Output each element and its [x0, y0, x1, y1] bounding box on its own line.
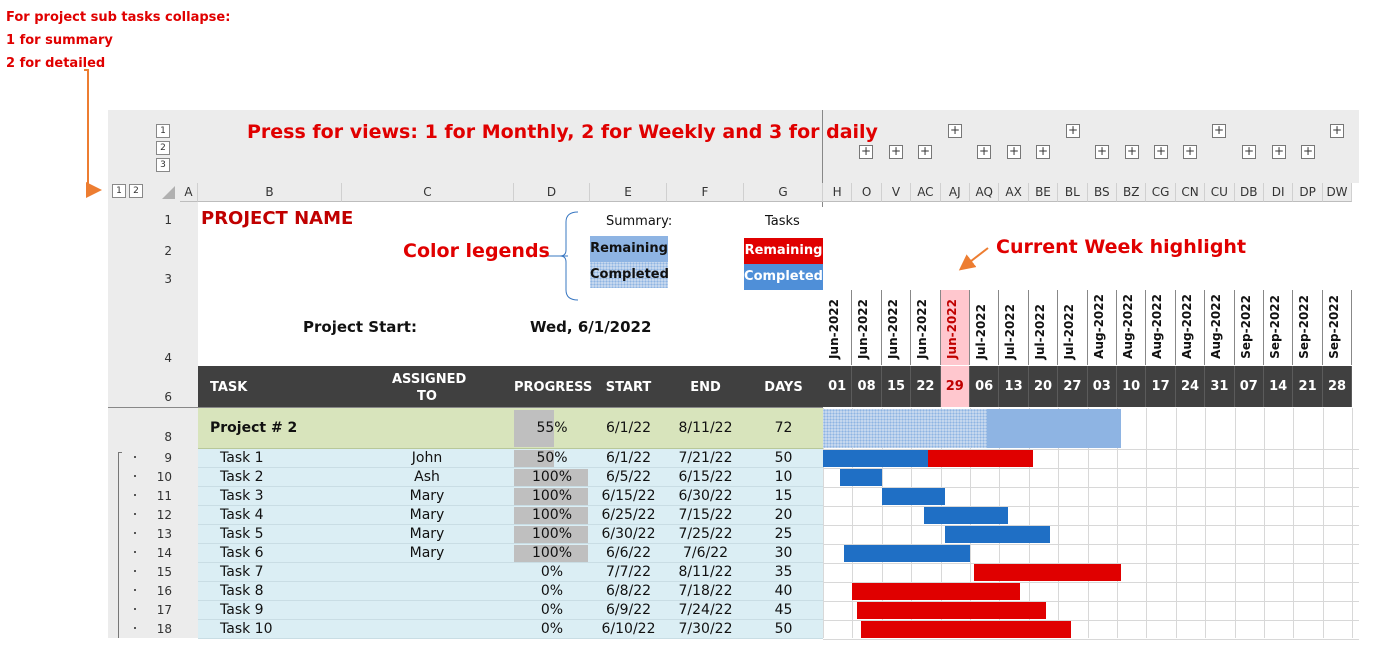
header-progress: PROGRESS	[514, 380, 593, 395]
task-days: 45	[774, 602, 793, 618]
col-level-1-button[interactable]: 1	[156, 124, 170, 138]
header-start: START	[605, 380, 652, 395]
task-progress: 50%	[536, 450, 568, 466]
row-number[interactable]: 13	[156, 527, 172, 541]
group-expand-plus[interactable]: +	[949, 123, 961, 137]
group-expand-plus[interactable]: +	[978, 144, 990, 158]
task-end: 7/24/22	[678, 602, 733, 618]
task-end: 7/6/22	[682, 545, 729, 561]
row-number[interactable]: 17	[156, 603, 172, 617]
day-header: 10	[1117, 366, 1146, 407]
week-header	[1293, 290, 1322, 365]
header-days: DAYS	[764, 380, 803, 395]
gantt-gridline	[823, 506, 1359, 507]
week-label: Jun-2022	[915, 299, 930, 359]
project-start-label: Project Start:	[303, 318, 417, 336]
week-header-current	[941, 290, 970, 365]
project-progress: 55%	[536, 420, 568, 436]
header-task: TASK	[210, 380, 248, 395]
project-row[interactable]	[198, 408, 823, 449]
week-header	[1176, 290, 1205, 365]
col-header-di[interactable]: DI	[1264, 183, 1293, 202]
row-number[interactable]: 16	[156, 584, 172, 598]
day-header: 17	[1146, 366, 1175, 407]
week-label: Jun-2022	[856, 299, 871, 359]
week-label: Jul-2022	[974, 303, 988, 359]
week-label: Sep-2022	[1238, 295, 1253, 359]
project-start-value[interactable]: Wed, 6/1/2022	[530, 318, 652, 336]
task-days: 50	[774, 450, 793, 466]
project-row-name: Project # 2	[210, 420, 298, 436]
collapse-arrow	[84, 70, 98, 190]
outline-dot	[134, 456, 136, 458]
day-header: 13	[999, 366, 1028, 407]
week-header	[1029, 290, 1058, 365]
table-row[interactable]	[198, 620, 823, 639]
collapse-note-line3: 2 for detailed	[6, 56, 106, 71]
outline-dot	[134, 494, 136, 496]
col-header-be[interactable]: BE	[1029, 183, 1058, 202]
col-header-bz[interactable]: BZ	[1117, 183, 1146, 202]
outline-dot	[134, 570, 136, 572]
current-week-arrow	[962, 248, 988, 268]
col-header-a[interactable]: A	[180, 183, 198, 202]
week-header	[882, 290, 911, 365]
task-days: 20	[774, 507, 793, 523]
row-number[interactable]: 8	[164, 430, 172, 444]
row-number[interactable]: 4	[164, 351, 172, 365]
group-expand-plus[interactable]: +	[919, 144, 931, 158]
col-header-bs[interactable]: BS	[1088, 183, 1117, 202]
group-expand-plus[interactable]: +	[1008, 144, 1020, 158]
week-header	[1323, 290, 1352, 365]
row-number[interactable]: 18	[156, 622, 172, 636]
current-week-note: Current Week highlight	[996, 236, 1247, 258]
col-header-g[interactable]: G	[744, 183, 823, 202]
task-start: 7/7/22	[605, 564, 652, 580]
table-row[interactable]	[198, 468, 823, 487]
week-header	[823, 290, 852, 365]
week-label: Aug-2022	[1150, 294, 1165, 359]
week-label: Jun-2022	[885, 299, 900, 359]
header-end: END	[690, 380, 721, 395]
task-progress: 100%	[531, 488, 573, 504]
day-header: 27	[1058, 366, 1087, 407]
task-assigned: Ash	[414, 469, 440, 485]
week-label: Aug-2022	[1209, 294, 1224, 359]
task-progress: 0%	[540, 602, 564, 618]
row-number[interactable]: 11	[156, 489, 172, 503]
task-start: 6/9/22	[605, 602, 652, 618]
task-name: Task 4	[220, 507, 264, 523]
task-bar-completed	[882, 488, 945, 505]
legend-brace	[545, 212, 578, 300]
week-header	[1117, 290, 1146, 365]
project-name[interactable]: PROJECT NAME	[201, 208, 354, 229]
col-header-db[interactable]: DB	[1235, 183, 1264, 202]
task-progress: 100%	[531, 507, 573, 523]
group-expand-plus[interactable]: +	[1126, 144, 1138, 158]
day-header-current: 29	[941, 366, 970, 407]
task-progress: 100%	[531, 469, 573, 485]
header-assigned-line1: ASSIGNED	[392, 372, 467, 387]
col-header-h[interactable]: H	[823, 183, 852, 202]
outline-dot	[134, 475, 136, 477]
col-header-c[interactable]: C	[342, 183, 514, 202]
col-level-2-button[interactable]: 2	[156, 141, 170, 155]
task-progress: 0%	[540, 583, 564, 599]
task-days: 25	[774, 526, 793, 542]
task-bar-completed	[924, 507, 1008, 524]
table-row[interactable]	[198, 525, 823, 544]
gantt-gridline	[1176, 408, 1177, 638]
group-expand-plus[interactable]: +	[1155, 144, 1167, 158]
task-start: 6/10/22	[601, 621, 656, 637]
gantt-gridline	[1352, 408, 1353, 638]
gantt-gridline	[1264, 408, 1265, 638]
project-end: 8/11/22	[678, 420, 733, 436]
week-header	[911, 290, 940, 365]
group-expand-plus[interactable]: +	[860, 144, 872, 158]
row-group-bracket[interactable]	[118, 452, 122, 638]
task-name: Task 2	[220, 469, 264, 485]
project-bar-completed	[823, 409, 987, 448]
task-name: Task 8	[220, 583, 264, 599]
task-end: 6/30/22	[678, 488, 733, 504]
group-expand-plus[interactable]: +	[1331, 123, 1343, 137]
week-header	[1264, 290, 1293, 365]
group-expand-plus[interactable]: +	[1184, 144, 1196, 158]
row-number[interactable]: 6	[164, 390, 172, 404]
task-start: 6/15/22	[601, 488, 656, 504]
task-progress: 0%	[540, 621, 564, 637]
week-label: Jun-2022	[944, 299, 959, 359]
task-end: 7/21/22	[678, 450, 733, 466]
task-bar-remaining	[928, 450, 1033, 467]
color-legends-note: Color legends	[403, 240, 550, 262]
group-expand-plus[interactable]: +	[1213, 123, 1225, 137]
row-level-2-button[interactable]: 2	[129, 184, 143, 198]
gantt-gridline	[823, 468, 1359, 469]
day-header: 21	[1293, 366, 1322, 407]
task-name: Task 10	[220, 621, 273, 637]
task-end: 6/15/22	[678, 469, 733, 485]
task-progress: 100%	[531, 545, 573, 561]
task-start: 6/6/22	[605, 545, 652, 561]
task-name: Task 1	[220, 450, 264, 466]
week-header	[1058, 290, 1087, 365]
col-header-ax[interactable]: AX	[999, 183, 1028, 202]
col-header-dw[interactable]: DW	[1323, 183, 1352, 202]
task-remaining-legend: Remaining	[744, 238, 823, 264]
col-header-v[interactable]: V	[882, 183, 911, 202]
task-days: 35	[774, 564, 793, 580]
table-row[interactable]	[198, 506, 823, 525]
week-label: Jul-2022	[1062, 303, 1077, 359]
col-header-o[interactable]: O	[852, 183, 881, 202]
day-header: 14	[1264, 366, 1293, 407]
table-header	[198, 366, 823, 407]
day-header: 01	[823, 366, 852, 407]
week-header	[1205, 290, 1234, 365]
task-start: 6/30/22	[601, 526, 656, 542]
group-expand-plus[interactable]: +	[1273, 144, 1285, 158]
day-header: 22	[911, 366, 940, 407]
task-assigned: John	[411, 450, 443, 466]
day-header: 15	[882, 366, 911, 407]
col-header-d[interactable]: D	[514, 183, 590, 202]
row-number[interactable]: 14	[156, 546, 172, 560]
week-header	[1088, 290, 1117, 365]
task-start: 6/8/22	[605, 583, 652, 599]
project-days: 72	[774, 420, 793, 436]
day-header: 07	[1235, 366, 1264, 407]
task-name: Task 6	[220, 545, 264, 561]
tasks-label: Tasks	[765, 214, 800, 229]
gantt-gridline	[1146, 408, 1147, 638]
day-header: 31	[1205, 366, 1234, 407]
outline-dot	[134, 513, 136, 515]
task-bar-completed	[840, 469, 882, 486]
task-bar-completed	[844, 545, 970, 562]
row-number[interactable]: 2	[164, 244, 172, 258]
gantt-gridline	[823, 525, 1359, 526]
select-all-corner[interactable]	[162, 186, 175, 199]
col-header-dp[interactable]: DP	[1293, 183, 1322, 202]
outline-dot	[134, 608, 136, 610]
day-header: 03	[1088, 366, 1117, 407]
week-label: Sep-2022	[1326, 295, 1341, 359]
day-header: 28	[1323, 366, 1352, 407]
task-start: 6/5/22	[605, 469, 652, 485]
collapse-note-line1: For project sub tasks collapse:	[6, 10, 231, 25]
group-expand-plus[interactable]: +	[1067, 123, 1079, 137]
outline-dot	[134, 551, 136, 553]
col-header-e[interactable]: E	[590, 183, 667, 202]
table-row[interactable]	[198, 601, 823, 620]
header-assigned	[392, 371, 467, 405]
week-label: Jul-2022	[1032, 303, 1047, 359]
task-bar-remaining	[857, 602, 1046, 619]
week-header	[1146, 290, 1175, 365]
week-label: Sep-2022	[1268, 295, 1282, 359]
task-end: 7/25/22	[678, 526, 733, 542]
task-assigned: Mary	[409, 488, 445, 504]
task-name: Task 5	[220, 526, 264, 542]
task-days: 30	[774, 545, 793, 561]
outline-dot	[134, 532, 136, 534]
col-header-ac[interactable]: AC	[911, 183, 940, 202]
task-name: Task 3	[220, 488, 264, 504]
row-number[interactable]: 9	[164, 451, 172, 465]
task-end: 7/15/22	[678, 507, 733, 523]
gantt-gridline	[1235, 408, 1236, 638]
week-label: Sep-2022	[1297, 295, 1312, 359]
row-number[interactable]: 1	[164, 213, 172, 227]
day-header: 08	[852, 366, 881, 407]
group-expand-plus[interactable]: +	[1096, 144, 1108, 158]
collapse-note-line2: 1 for summary	[6, 33, 113, 48]
col-level-3-button[interactable]: 3	[156, 158, 170, 172]
task-days: 15	[774, 488, 793, 504]
col-header-b[interactable]: B	[198, 183, 342, 202]
task-assigned: Mary	[409, 526, 445, 542]
task-days: 50	[774, 621, 793, 637]
task-bar-remaining	[861, 621, 1071, 638]
week-label: Aug-2022	[1091, 294, 1106, 359]
day-header: 06	[970, 366, 999, 407]
views-note: Press for views: 1 for Monthly, 2 for Weekly and 3 for daily	[247, 121, 878, 143]
row-number[interactable]: 15	[156, 565, 172, 579]
gantt-gridline	[823, 639, 1359, 640]
task-name: Task 7	[220, 564, 264, 580]
table-row[interactable]	[198, 449, 823, 468]
week-label: Jun-2022	[827, 299, 841, 359]
outline-dot	[134, 627, 136, 629]
week-header	[970, 290, 999, 365]
row-number[interactable]: 10	[156, 470, 172, 484]
week-label: Aug-2022	[1179, 294, 1194, 359]
task-bar-remaining	[852, 583, 1020, 600]
task-end: 8/11/22	[678, 564, 733, 580]
task-days: 10	[774, 469, 793, 485]
group-expand-plus[interactable]: +	[1037, 144, 1049, 158]
week-header	[1235, 290, 1264, 365]
task-bar-completed	[823, 450, 928, 467]
task-start: 6/25/22	[601, 507, 656, 523]
group-expand-plus[interactable]: +	[890, 144, 902, 158]
task-start: 6/1/22	[605, 450, 652, 466]
col-header-f[interactable]: F	[667, 183, 744, 202]
task-progress: 0%	[540, 564, 564, 580]
group-expand-plus[interactable]: +	[1302, 144, 1314, 158]
summary-completed-legend: Completed	[590, 262, 668, 288]
project-start: 6/1/22	[605, 420, 652, 436]
gantt-gridline	[1205, 408, 1206, 638]
col-header-aj[interactable]: AJ	[941, 183, 970, 202]
gantt-gridline	[1293, 408, 1294, 638]
task-progress: 100%	[531, 526, 573, 542]
task-completed-legend: Completed	[744, 264, 823, 290]
header-assigned-line2: TO	[417, 389, 437, 404]
task-end: 7/18/22	[678, 583, 733, 599]
task-bar-remaining	[974, 564, 1121, 581]
row-level-1-button[interactable]: 1	[112, 184, 126, 198]
task-name: Task 9	[220, 602, 264, 618]
task-days: 40	[774, 583, 793, 599]
summary-label: Summary:	[606, 214, 673, 229]
task-end: 7/30/22	[678, 621, 733, 637]
row-number[interactable]: 12	[156, 508, 172, 522]
table-row[interactable]	[198, 563, 823, 582]
table-row[interactable]	[198, 544, 823, 563]
col-header-cu[interactable]: CU	[1205, 183, 1234, 202]
week-header	[852, 290, 881, 365]
gantt-gridline	[1323, 408, 1324, 638]
task-assigned: Mary	[409, 507, 445, 523]
day-header: 24	[1176, 366, 1205, 407]
week-label: Aug-2022	[1121, 294, 1135, 359]
task-bar-completed	[945, 526, 1050, 543]
table-row[interactable]	[198, 487, 823, 506]
row-number[interactable]: 3	[164, 272, 172, 286]
outline-dot	[134, 589, 136, 591]
col-header-aq[interactable]: AQ	[970, 183, 999, 202]
week-header	[999, 290, 1028, 365]
project-bar-remaining	[987, 409, 1121, 448]
summary-remaining-legend: Remaining	[590, 236, 668, 262]
day-header: 20	[1029, 366, 1058, 407]
task-assigned: Mary	[409, 545, 445, 561]
col-header-cn[interactable]: CN	[1176, 183, 1205, 202]
week-label: Jul-2022	[1003, 303, 1018, 359]
group-expand-plus[interactable]: +	[1243, 144, 1255, 158]
col-header-cg[interactable]: CG	[1146, 183, 1175, 202]
table-row[interactable]	[198, 582, 823, 601]
col-header-bl[interactable]: BL	[1058, 183, 1087, 202]
